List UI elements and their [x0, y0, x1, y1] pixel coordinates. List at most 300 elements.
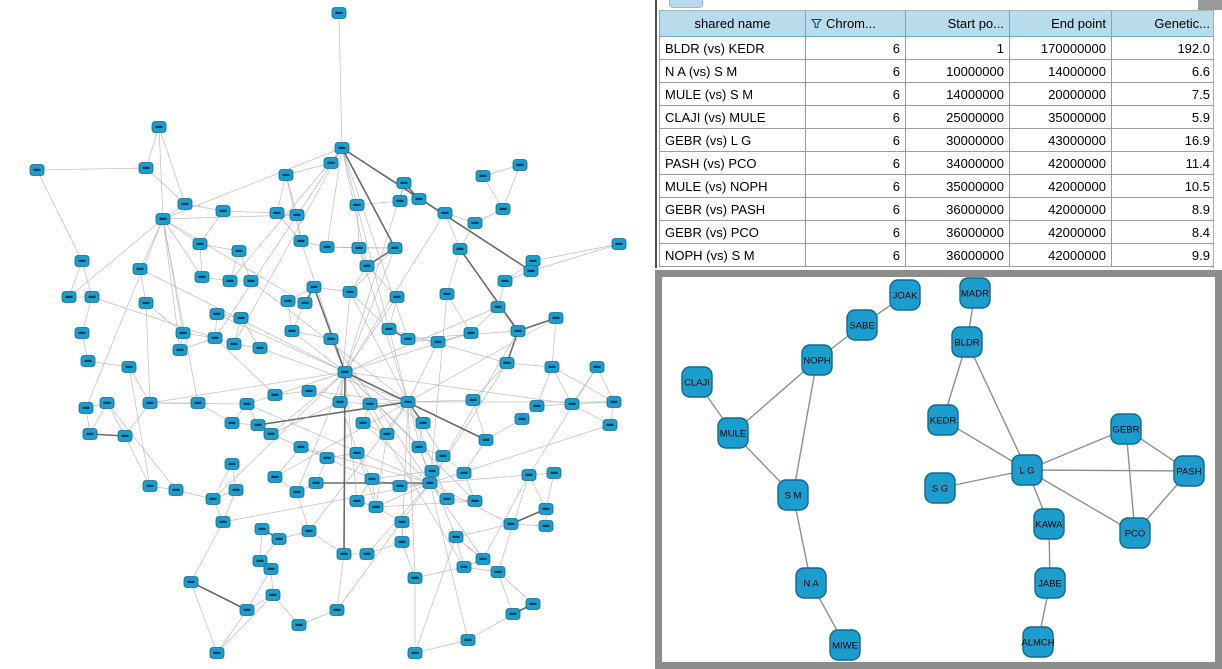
- network-node[interactable]: [324, 158, 338, 169]
- network-node[interactable]: [206, 494, 220, 505]
- node-label-smudge: [147, 402, 154, 404]
- network-node[interactable]: [122, 362, 136, 373]
- network-node[interactable]: [264, 429, 278, 440]
- table-cell: 6: [806, 152, 906, 175]
- network-node-mule[interactable]: [718, 418, 748, 448]
- network-edge[interactable]: [345, 372, 475, 501]
- network-node[interactable]: [526, 256, 540, 267]
- network-node[interactable]: [302, 386, 316, 397]
- table-cell: 170000000: [1010, 37, 1112, 60]
- network-node[interactable]: [603, 420, 617, 431]
- table-row[interactable]: [660, 129, 1216, 152]
- network-node[interactable]: [468, 218, 482, 229]
- network-node[interactable]: [395, 517, 409, 528]
- network-edge[interactable]: [533, 244, 619, 261]
- network-node[interactable]: [545, 362, 559, 373]
- network-node[interactable]: [504, 519, 518, 530]
- network-node[interactable]: [279, 170, 293, 181]
- node-label-smudge: [177, 349, 184, 351]
- network-edge[interactable]: [430, 363, 507, 483]
- table-cell: 14000000: [906, 83, 1010, 106]
- network-edge-noph-s-m[interactable]: [793, 360, 817, 495]
- edge-attribute-table-panel: [655, 0, 1222, 268]
- network-node-l-g[interactable]: [1012, 455, 1042, 485]
- node-label: KAWA: [1035, 519, 1063, 531]
- network-node[interactable]: [302, 526, 316, 537]
- network-node[interactable]: [522, 470, 536, 481]
- network-node[interactable]: [253, 343, 267, 354]
- network-node[interactable]: [268, 472, 282, 483]
- network-node[interactable]: [216, 517, 230, 528]
- network-edge[interactable]: [140, 219, 163, 269]
- node-label-smudge: [611, 401, 618, 403]
- node-label: S G: [931, 483, 949, 495]
- network-edge[interactable]: [217, 595, 273, 653]
- node-label-smudge: [334, 609, 341, 611]
- column-header-label: Genetic...: [1154, 16, 1210, 31]
- network-node[interactable]: [408, 648, 422, 659]
- network-node-joak[interactable]: [890, 280, 920, 310]
- network-node[interactable]: [139, 163, 153, 174]
- node-label-smudge: [195, 402, 202, 404]
- network-node[interactable]: [225, 418, 239, 429]
- table-cell: 10.5: [1112, 175, 1216, 198]
- network-node[interactable]: [285, 326, 299, 337]
- node-label-smudge: [399, 521, 406, 523]
- network-edge[interactable]: [456, 524, 511, 537]
- network-node[interactable]: [365, 474, 379, 485]
- network-node-pash[interactable]: [1174, 456, 1204, 486]
- network-edge[interactable]: [107, 403, 176, 490]
- node-label-smudge: [341, 553, 348, 555]
- network-node[interactable]: [438, 208, 452, 219]
- table-cell: 30000000: [906, 129, 1010, 152]
- network-node-sabe[interactable]: [847, 310, 877, 340]
- node-label-smudge: [551, 472, 558, 474]
- network-node[interactable]: [240, 399, 254, 410]
- column-header-end-point[interactable]: [1010, 11, 1112, 37]
- network-node[interactable]: [156, 214, 170, 225]
- network-edge[interactable]: [146, 303, 150, 403]
- network-node[interactable]: [290, 210, 304, 221]
- network-node[interactable]: [333, 397, 347, 408]
- network-node[interactable]: [360, 261, 374, 272]
- node-label: SABE: [849, 320, 875, 332]
- network-node[interactable]: [266, 590, 280, 601]
- network-edge-bldr-l-g[interactable]: [967, 342, 1027, 470]
- table-cell: 20000000: [1010, 83, 1112, 106]
- column-header-shared-name[interactable]: [660, 11, 806, 37]
- network-node[interactable]: [290, 487, 304, 498]
- network-node[interactable]: [457, 562, 471, 573]
- network-node[interactable]: [468, 496, 482, 507]
- network-node[interactable]: [408, 573, 422, 584]
- node-label-smudge: [553, 317, 560, 319]
- network-node[interactable]: [513, 160, 527, 171]
- network-node[interactable]: [100, 398, 114, 409]
- node-label-smudge: [236, 250, 243, 252]
- network-node[interactable]: [152, 122, 166, 133]
- network-node[interactable]: [539, 504, 553, 515]
- node-label-smudge: [480, 175, 487, 177]
- node-label-smudge: [470, 399, 477, 401]
- network-edge[interactable]: [342, 148, 395, 248]
- network-node-madr[interactable]: [960, 278, 990, 308]
- network-node[interactable]: [30, 165, 44, 176]
- network-edge[interactable]: [357, 205, 408, 402]
- network-node[interactable]: [440, 494, 454, 505]
- column-header-start-po[interactable]: [906, 11, 1010, 37]
- network-node[interactable]: [264, 564, 278, 575]
- network-node[interactable]: [549, 313, 563, 324]
- network-node[interactable]: [466, 395, 480, 406]
- network-edge[interactable]: [350, 292, 389, 329]
- node-label-smudge: [229, 463, 236, 465]
- network-node[interactable]: [270, 208, 284, 219]
- table-cell: 42000000: [1010, 198, 1112, 221]
- filter-funnel-icon[interactable]: [811, 18, 822, 29]
- node-label-smudge: [231, 343, 238, 345]
- network-node[interactable]: [294, 236, 308, 247]
- node-label-smudge: [214, 652, 221, 654]
- network-edge[interactable]: [37, 170, 82, 261]
- node-label-smudge: [457, 248, 464, 250]
- network-node[interactable]: [461, 635, 475, 646]
- node-label: PASH: [1176, 466, 1202, 478]
- network-edge[interactable]: [92, 297, 215, 338]
- network-node[interactable]: [425, 466, 439, 477]
- network-node-gebr[interactable]: [1111, 414, 1141, 444]
- network-node[interactable]: [479, 435, 493, 446]
- network-edge[interactable]: [415, 537, 456, 653]
- network-node[interactable]: [412, 194, 426, 205]
- table-cell: 1: [906, 37, 1010, 60]
- node-label-smudge: [268, 568, 275, 570]
- network-node[interactable]: [143, 398, 157, 409]
- network-node[interactable]: [565, 399, 579, 410]
- network-node[interactable]: [335, 143, 349, 154]
- node-label-smudge: [517, 164, 524, 166]
- network-edge[interactable]: [531, 244, 619, 271]
- network-node[interactable]: [281, 296, 295, 307]
- network-node[interactable]: [511, 326, 525, 337]
- node-label-smudge: [427, 482, 434, 484]
- node-label: GEBR: [1112, 424, 1140, 436]
- node-label-smudge: [384, 433, 391, 435]
- network-node[interactable]: [388, 243, 402, 254]
- network-node[interactable]: [79, 403, 93, 414]
- node-label-smudge: [444, 293, 451, 295]
- network-node[interactable]: [539, 521, 553, 532]
- network-node[interactable]: [85, 292, 99, 303]
- table-cell: 7.5: [1112, 83, 1216, 106]
- table-cell: 8.4: [1112, 221, 1216, 244]
- network-node[interactable]: [234, 313, 248, 324]
- network-node[interactable]: [423, 478, 437, 489]
- network-node[interactable]: [75, 256, 89, 267]
- network-edge[interactable]: [191, 522, 223, 582]
- node-label-smudge: [210, 498, 217, 500]
- network-node[interactable]: [440, 289, 454, 300]
- network-node[interactable]: [251, 420, 265, 431]
- table-row[interactable]: [660, 221, 1216, 244]
- network-node-claji[interactable]: [682, 367, 712, 397]
- node-label-smudge: [285, 300, 292, 302]
- network-node[interactable]: [191, 398, 205, 409]
- column-header-chrom[interactable]: [806, 11, 906, 37]
- network-node[interactable]: [449, 532, 463, 543]
- network-node[interactable]: [350, 200, 364, 211]
- network-node[interactable]: [343, 287, 357, 298]
- network-node[interactable]: [436, 451, 450, 462]
- network-edge[interactable]: [430, 475, 529, 483]
- network-node[interactable]: [210, 309, 224, 320]
- node-label: JABE: [1038, 578, 1062, 590]
- network-node[interactable]: [530, 401, 544, 412]
- node-label: NOPH: [803, 355, 831, 367]
- network-node-s-g[interactable]: [925, 473, 955, 503]
- network-node[interactable]: [338, 367, 352, 378]
- node-label-smudge: [528, 270, 535, 272]
- network-edge[interactable]: [408, 318, 556, 402]
- network-node[interactable]: [476, 554, 490, 565]
- network-node[interactable]: [547, 468, 561, 479]
- table-cell: 42000000: [1010, 244, 1112, 267]
- network-node[interactable]: [506, 609, 520, 620]
- network-edge[interactable]: [86, 219, 163, 408]
- network-node[interactable]: [62, 292, 76, 303]
- column-header-label: End point: [1051, 16, 1106, 31]
- network-node[interactable]: [416, 418, 430, 429]
- table-cell: GEBR (vs) PCO: [660, 221, 806, 244]
- network-node[interactable]: [232, 246, 246, 257]
- network-edge[interactable]: [339, 13, 342, 148]
- network-node[interactable]: [382, 324, 396, 335]
- node-label-smudge: [472, 222, 479, 224]
- network-edge-l-g-pash[interactable]: [1027, 470, 1189, 471]
- network-edge[interactable]: [552, 318, 556, 367]
- network-node[interactable]: [223, 276, 237, 287]
- network-node[interactable]: [83, 429, 97, 440]
- table-cell: 6: [806, 60, 906, 83]
- network-node[interactable]: [360, 549, 374, 560]
- network-node[interactable]: [352, 243, 366, 254]
- network-node[interactable]: [350, 496, 364, 507]
- network-node[interactable]: [496, 204, 510, 215]
- network-node[interactable]: [607, 397, 621, 408]
- network-node[interactable]: [193, 239, 207, 250]
- node-label-smudge: [298, 446, 305, 448]
- network-node[interactable]: [498, 276, 512, 287]
- network-node[interactable]: [457, 468, 471, 479]
- network-node[interactable]: [216, 206, 230, 217]
- network-node[interactable]: [210, 648, 224, 659]
- network-node[interactable]: [294, 442, 308, 453]
- network-node[interactable]: [526, 599, 540, 610]
- node-label-smudge: [495, 306, 502, 308]
- node-label: N A: [803, 578, 819, 590]
- network-node-kawa[interactable]: [1034, 509, 1064, 539]
- network-edge[interactable]: [163, 219, 305, 303]
- network-node[interactable]: [268, 390, 282, 401]
- network-node-pco[interactable]: [1120, 518, 1150, 548]
- table-row[interactable]: [660, 60, 1216, 83]
- network-edge[interactable]: [529, 367, 597, 475]
- network-edge[interactable]: [159, 127, 163, 219]
- network-edge[interactable]: [146, 127, 159, 168]
- network-edge[interactable]: [430, 483, 483, 559]
- network-node[interactable]: [184, 577, 198, 588]
- network-node[interactable]: [500, 358, 514, 369]
- table-row[interactable]: [660, 198, 1216, 221]
- table-top-scrollbar-thumb[interactable]: [669, 0, 703, 8]
- network-node[interactable]: [393, 196, 407, 207]
- network-node[interactable]: [524, 266, 538, 277]
- network-node[interactable]: [476, 171, 490, 182]
- network-node[interactable]: [356, 418, 370, 429]
- network-node-almch[interactable]: [1021, 627, 1054, 657]
- network-node[interactable]: [227, 339, 241, 350]
- table-row[interactable]: [660, 37, 1216, 60]
- node-label-smudge: [289, 330, 296, 332]
- network-node[interactable]: [350, 448, 364, 459]
- node-label-smudge: [360, 422, 367, 424]
- network-node[interactable]: [320, 242, 334, 253]
- network-node[interactable]: [169, 485, 183, 496]
- network-edge[interactable]: [447, 249, 460, 294]
- network-node[interactable]: [453, 244, 467, 255]
- network-node[interactable]: [292, 620, 306, 631]
- network-node[interactable]: [431, 337, 445, 348]
- table-row[interactable]: [660, 244, 1216, 267]
- table-row[interactable]: [660, 106, 1216, 129]
- network-node[interactable]: [332, 8, 346, 19]
- right-column: [655, 0, 1222, 669]
- network-node[interactable]: [412, 442, 426, 453]
- network-node[interactable]: [272, 534, 286, 545]
- table-row[interactable]: [660, 83, 1216, 106]
- network-node[interactable]: [515, 414, 529, 425]
- network-node[interactable]: [298, 298, 312, 309]
- network-node[interactable]: [330, 605, 344, 616]
- network-node[interactable]: [225, 459, 239, 470]
- network-node-noph[interactable]: [802, 345, 832, 375]
- table-cell: 6: [806, 83, 906, 106]
- network-edge[interactable]: [415, 640, 468, 653]
- network-node[interactable]: [208, 333, 222, 344]
- network-node[interactable]: [337, 549, 351, 560]
- network-node-bldr[interactable]: [952, 327, 982, 357]
- network-node-miwe[interactable]: [830, 630, 860, 660]
- node-label-smudge: [272, 394, 279, 396]
- network-node[interactable]: [176, 328, 190, 339]
- network-node[interactable]: [244, 276, 258, 287]
- network-node[interactable]: [143, 481, 157, 492]
- network-node[interactable]: [491, 302, 505, 313]
- network-node[interactable]: [397, 178, 411, 189]
- network-edge[interactable]: [223, 211, 277, 213]
- network-node[interactable]: [590, 362, 604, 373]
- node-label-smudge: [354, 204, 361, 206]
- network-node-jabe[interactable]: [1035, 568, 1065, 598]
- node-label-smudge: [519, 418, 526, 420]
- network-node[interactable]: [324, 334, 338, 345]
- network-node[interactable]: [390, 292, 404, 303]
- network-node[interactable]: [173, 345, 187, 356]
- network-edge[interactable]: [498, 572, 513, 614]
- network-edge[interactable]: [37, 168, 146, 170]
- network-node[interactable]: [612, 239, 626, 250]
- network-node[interactable]: [229, 485, 243, 496]
- network-node[interactable]: [195, 272, 209, 283]
- node-label-smudge: [296, 624, 303, 626]
- network-node[interactable]: [401, 334, 415, 345]
- network-node[interactable]: [491, 567, 505, 578]
- network-edge[interactable]: [125, 436, 150, 486]
- network-node[interactable]: [307, 282, 321, 293]
- network-node[interactable]: [133, 264, 147, 275]
- table-cell: 6: [806, 106, 906, 129]
- node-label-smudge: [212, 337, 219, 339]
- network-edge[interactable]: [217, 610, 247, 653]
- node-label-smudge: [569, 403, 576, 405]
- network-node[interactable]: [363, 399, 377, 410]
- table-right-gutter: [1213, 10, 1222, 268]
- column-header-genetic[interactable]: [1112, 11, 1216, 37]
- table-row[interactable]: [660, 152, 1216, 175]
- network-edge[interactable]: [460, 249, 518, 331]
- node-label-smudge: [530, 260, 537, 262]
- network-node[interactable]: [395, 537, 409, 548]
- network-node[interactable]: [380, 429, 394, 440]
- network-edge[interactable]: [345, 183, 404, 372]
- network-node[interactable]: [309, 478, 323, 489]
- network-edge[interactable]: [376, 501, 475, 507]
- node-label-smudge: [594, 366, 601, 368]
- network-node[interactable]: [393, 481, 407, 492]
- node-label-smudge: [354, 500, 361, 502]
- node-label-smudge: [401, 182, 408, 184]
- network-node-n-a[interactable]: [796, 568, 826, 598]
- node-label-smudge: [347, 291, 354, 293]
- table-cell: 9.9: [1112, 244, 1216, 267]
- network-node[interactable]: [81, 356, 95, 367]
- network-edge[interactable]: [408, 331, 518, 339]
- node-label-smudge: [461, 472, 468, 474]
- table-row[interactable]: [660, 175, 1216, 198]
- network-node[interactable]: [401, 397, 415, 408]
- table-cell: 42000000: [1010, 152, 1112, 175]
- network-node[interactable]: [75, 328, 89, 339]
- network-edge[interactable]: [503, 165, 520, 209]
- network-node[interactable]: [178, 199, 192, 210]
- table-cell: GEBR (vs) PASH: [660, 198, 806, 221]
- sub-network-canvas[interactable]: [662, 277, 1215, 662]
- table-cell: 36000000: [906, 244, 1010, 267]
- network-node[interactable]: [369, 502, 383, 513]
- network-node[interactable]: [464, 328, 478, 339]
- network-node-kedr[interactable]: [928, 405, 958, 435]
- network-edge[interactable]: [314, 287, 345, 372]
- node-label-smudge: [85, 360, 92, 362]
- network-node[interactable]: [320, 453, 334, 464]
- network-edge[interactable]: [286, 175, 301, 241]
- network-node-s-m[interactable]: [778, 480, 808, 510]
- network-node[interactable]: [240, 605, 254, 616]
- network-node[interactable]: [118, 431, 132, 442]
- network-node[interactable]: [139, 298, 153, 309]
- network-node[interactable]: [255, 524, 269, 535]
